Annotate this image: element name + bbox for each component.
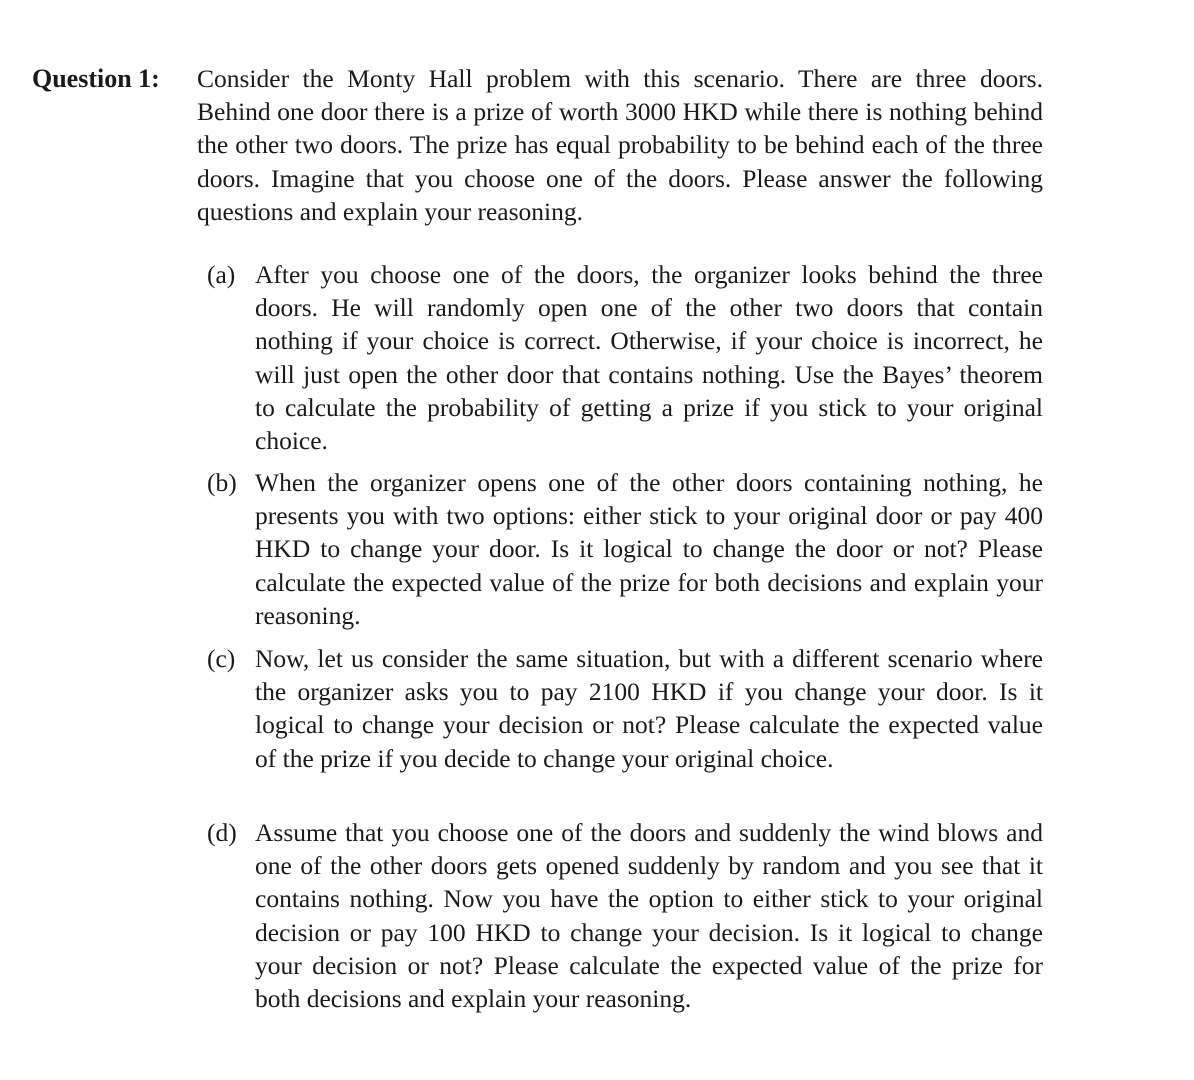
part-text: Assume that you choose one of the doors and suddenly the wind blows and one of the other doors gets opened suddenly by random and you see that it contains nothing. Now you have the option to either stick to your original decision or pay 100 HKD to change your decision. Is it logical to change your decision or not? Please calculate the expected value of the prize for both decisions and explain your reasoning.	[255, 818, 1043, 1014]
question-label: Question 1:	[32, 64, 160, 93]
part-label: (a)	[207, 260, 236, 289]
part-text: When the organizer opens one of the other doors containing nothing, he presents you with two options: either stick to your original door or pay 400 HKD to change your door. Is it logical to change the door or not? Please calculate the expected value of the prize for both decisions and explain your reasoning.	[255, 468, 1043, 630]
part-text: After you choose one of the doors, the organizer looks behind the three doors. He will randomly open one of the other two doors that contain nothing if your choice is correct. Otherwise, if your choice is incorrect, he will just open the other door that contains nothing. Use the Bayes’ theorem to calculate the probability of getting a prize if you stick to your original choice.	[255, 260, 1043, 456]
part-label: (d)	[207, 818, 237, 847]
part-label: (c)	[207, 644, 236, 673]
question-intro: Consider the Monty Hall problem with this scenario. There are three doors. Behind one door there is a prize of worth 3000 HKD while there is nothing behind the other two doors. The prize has equal probability to be behind each of the three doors. Imagine that you choose one of the doors. Please answer the following questions and explain your reasoning.	[197, 64, 1043, 226]
part-label: (b)	[207, 468, 237, 497]
part-text: Now, let us consider the same situation, but with a different scenario where the organizer asks you to pay 2100 HKD if you change your door. Is it logical to change your decision or not? Please calculate the expected value of the prize if you decide to change your original choice.	[255, 644, 1043, 773]
